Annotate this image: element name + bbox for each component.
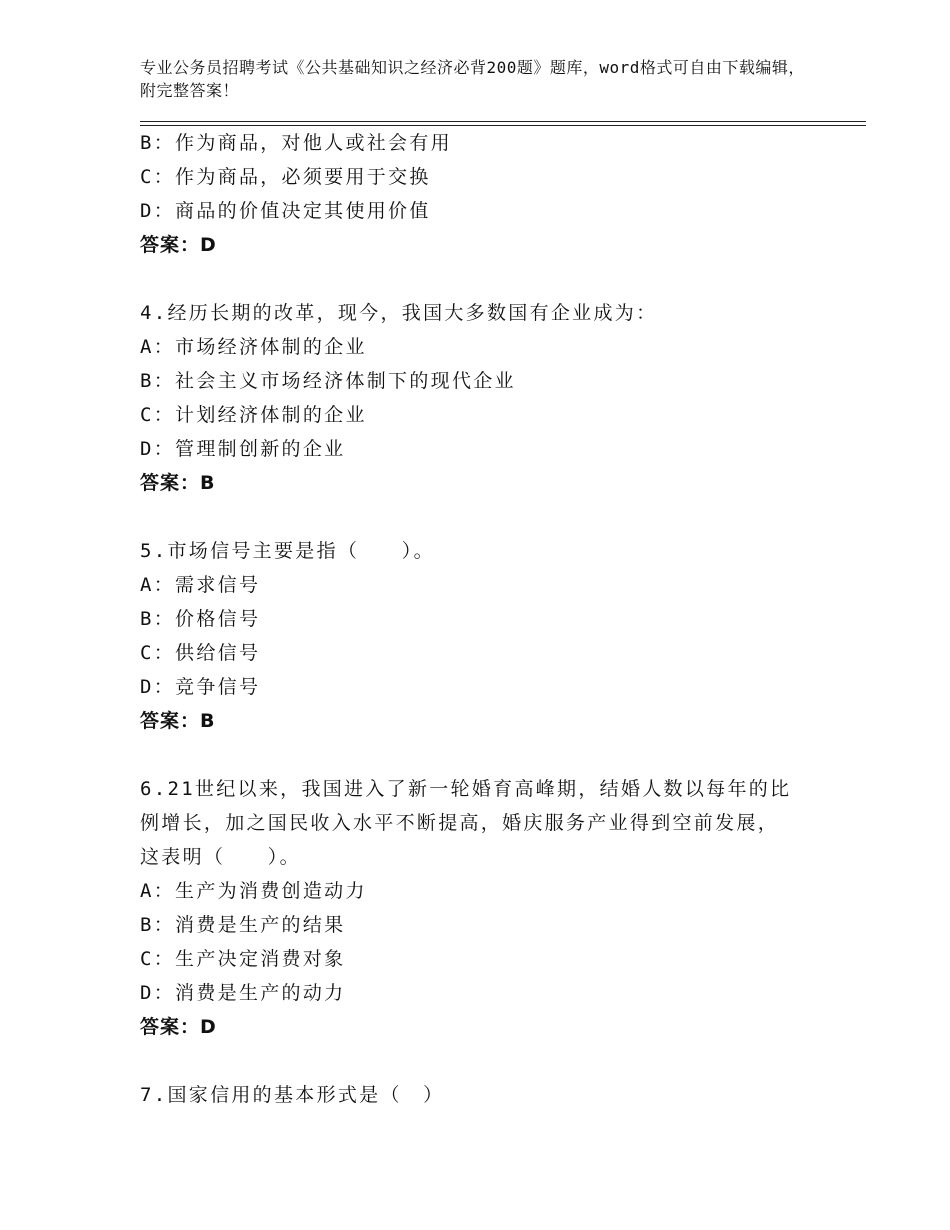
question-text-line-2: 例增长，加之国民收入水平不断提高，婚庆服务产业得到空前发展， [140, 812, 780, 834]
question-text: 4.经历长期的改革，现今，我国大多数国有企业成为： [140, 302, 658, 324]
header-rule-top [140, 121, 866, 122]
question-7-block [140, 1078, 840, 1112]
answer-label: 答案：D [140, 1016, 217, 1038]
option-a: A：需求信号 [140, 574, 261, 596]
answer-label: 答案：B [140, 472, 216, 494]
answer-label: 答案：D [140, 234, 217, 256]
question-3-block [140, 126, 840, 262]
option-c: C：作为商品，必须要用于交换 [140, 166, 431, 188]
option-b: B：作为商品，对他人或社会有用 [140, 132, 452, 154]
spacer [140, 500, 840, 534]
option-d: D：管理制创新的企业 [140, 438, 346, 460]
question-4-block [140, 296, 840, 500]
question-text: 7.国家信用的基本形式是（ ） [140, 1084, 445, 1106]
question-text-line-1: 6.21世纪以来，我国进入了新一轮婚育高峰期，结婚人数以每年的比 [140, 778, 792, 800]
option-c: C：计划经济体制的企业 [140, 404, 367, 426]
answer-label: 答案：B [140, 710, 216, 732]
option-c: C：生产决定消费对象 [140, 948, 346, 970]
option-b: B：价格信号 [140, 608, 261, 630]
option-c: C：供给信号 [140, 642, 261, 664]
question-6-block [140, 772, 840, 1044]
option-b: B：消费是生产的结果 [140, 914, 346, 936]
question-text-line-3: 这表明（ ）。 [140, 846, 301, 868]
spacer [140, 738, 840, 772]
option-a: A：生产为消费创造动力 [140, 880, 367, 902]
question-5-block [140, 534, 840, 738]
spacer [140, 262, 840, 296]
spacer [140, 1044, 840, 1078]
option-d: D：消费是生产的动力 [140, 982, 346, 1004]
option-a: A：市场经济体制的企业 [140, 336, 367, 358]
document-header: 专业公务员招聘考试《公共基础知识之经济必背200题》题库，word格式可自由下载编辑，附完整答案！ [140, 58, 805, 100]
option-d: D：竞争信号 [140, 676, 261, 698]
option-d: D：商品的价值决定其使用价值 [140, 200, 431, 222]
question-text: 5.市场信号主要是指（ ）。 [140, 540, 435, 562]
option-b: B：社会主义市场经济体制下的现代企业 [140, 370, 516, 392]
question-list [140, 126, 840, 1112]
